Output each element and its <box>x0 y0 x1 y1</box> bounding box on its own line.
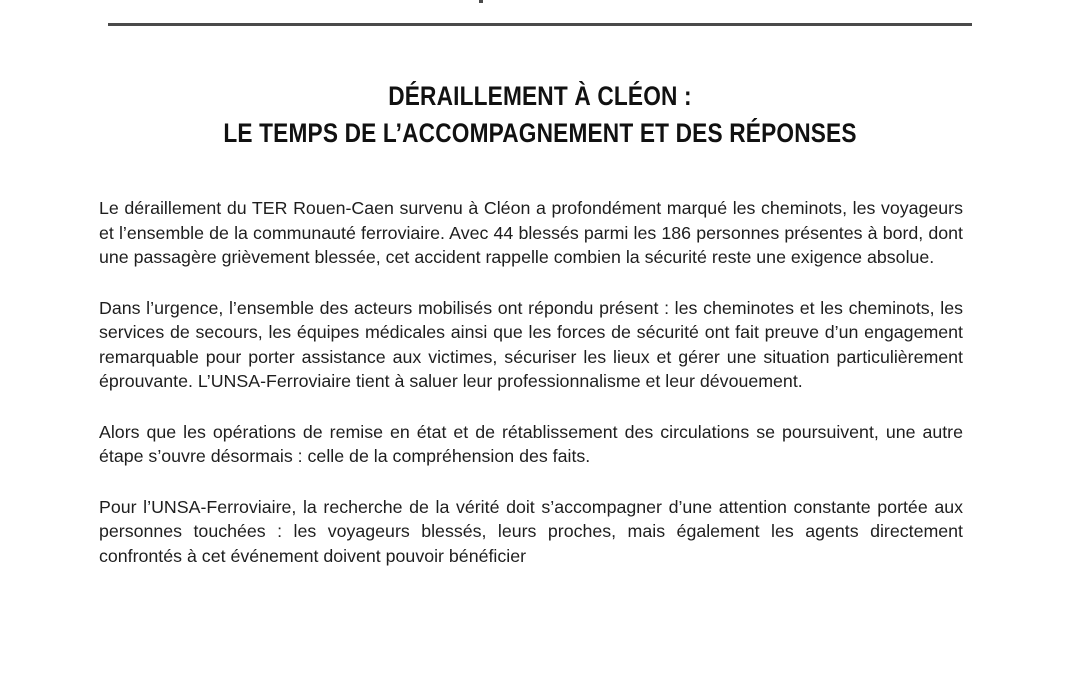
page-title <box>137 78 943 152</box>
header-divider <box>108 23 972 26</box>
paragraph-3: Alors que les opérations de remise en état et de rétablissement des circulations se poursuivent, une autre étape s’ouvre désormais : celle de la compréhension des faits. <box>99 421 963 466</box>
header-fragment <box>479 0 483 3</box>
title-line-2: LE TEMPS DE L’ACCOMPAGNEMENT ET DES RÉPONSES <box>223 118 857 149</box>
paragraph-4: Pour l’UNSA-Ferroviaire, la recherche de la vérité doit s’accompagner d’une attention constante portée aux personnes touchées : les voyageurs blessés, leurs proches, mais également les agents directement confrontés à cet événement doivent pouvoir bénéficier <box>99 496 963 566</box>
title-line-1: DÉRAILLEMENT À CLÉON : <box>388 81 692 112</box>
article-body <box>99 196 963 594</box>
paragraph-2: Dans l’urgence, l’ensemble des acteurs mobilisés ont répondu présent : les cheminotes et les cheminots, les services de secours, les équipes médicales ainsi que les forces de sécurité ont fait preuve d’un engagement remarquable pour porter assistance aux victimes, sécuriser les lieux et gérer une situation particulièrement éprouvante. L’UNSA-Ferroviaire tient à saluer leur professionnalisme et leur dévouement. <box>99 297 963 391</box>
paragraph-1: Le déraillement du TER Rouen-Caen survenu à Cléon a profondément marqué les cheminots, les voyageurs et l’ensemble de la communauté ferroviaire. Avec 44 blessés parmi les 186 personnes présentes à bord, dont une passagère grièvement blessée, cet accident rappelle combien la sécurité reste une exigence absolue. <box>99 198 963 267</box>
